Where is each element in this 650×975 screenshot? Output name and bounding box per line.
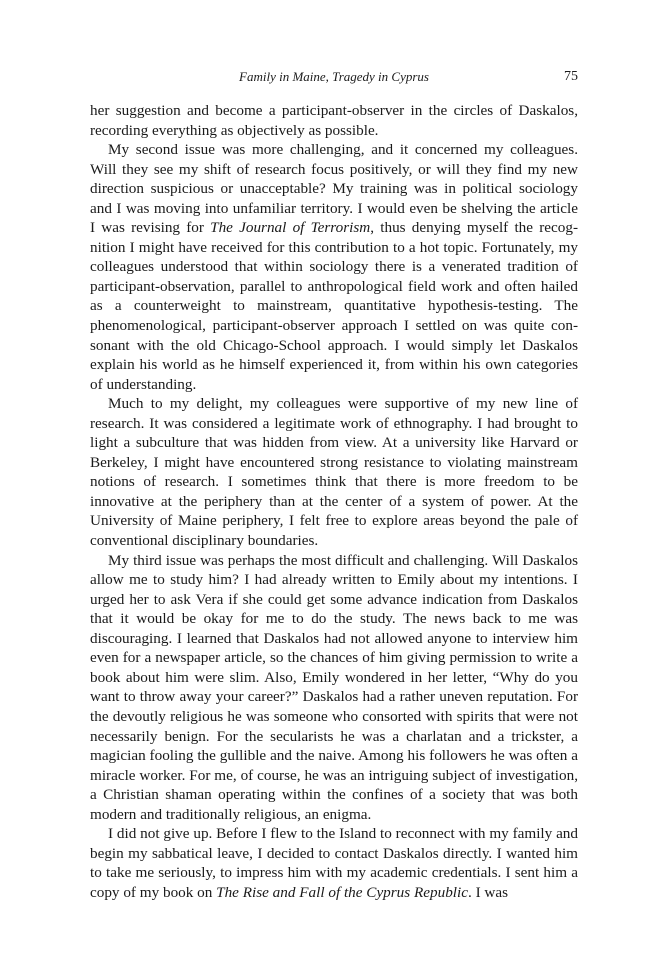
page-number: 75 [564,69,578,84]
paragraph-text: . I was [467,883,509,901]
paragraph-text: Much to my delight, my colleagues were supportive of my new line of research. It was considered a legitimate work of ethnography. I had brought to light a subculture that was hidden from view. At a university like Harvard or Berkeley, I might have encountered strong resistance to violating mainstream notions of research. I sometimes think that there is more freedom to be innovative at the periphery than at the center of a system of power. At the University of Maine periphery, I felt free to explore areas beyond the pale of conventional disciplinary boundaries. [90,395,578,550]
paragraph-text: My third issue was perhaps the most difficult and challenging. Will Daskalos allow me to study him? I had already written to Emily about my intentions. I urged her to ask Vera if she could get some advance indication from Daskalos that it would be okay for me to do the study. The news back to me was discouraging. I learned that Daskalos had not allowed anyone to interview him even for a newspaper article, so the chances of him giving permission to write a book about him were slim. Also, Emily wondered in her letter, “Why do you want to throw away your career?” Daskalos had a rather uneven reputation. For the devoutly religious he was someone who consorted with spirits that were not necessarily benign. For the secularists he was a charlatan and a trickster, a magician fooling the gullible and the naive. Among his followers he was often a miracle worker. For me, of course, he was an intriguing subject of investigation, a Christian shaman operating within the confines of a society that was both modern and traditionally religious, an enigma. [90,551,578,823]
paragraph-text: My second issue was more challenging, and it concerned my colleagues. Will they see my shift of research focus positively, or will they find my new direction suspicious or unacceptable? My training was in political sociology and I was moving into unfamiliar territory. I would even be shelving the article I was revising for [90,141,578,237]
paragraph-1 [90,101,578,140]
paragraph-2 [90,140,578,394]
paragraph-4 [90,551,578,825]
paragraph-text: I did not give up. Before I flew to the Island to reconnect with my family and begin my sabbatical leave, I decided to contact Daskalos directly. I wanted him to take me seriously, to impress him with my academic credentials. I sent him a copy of my book on [90,825,578,901]
journal-title: The Journal of Terrorism [210,219,371,237]
paragraph-text: her suggestion and become a participant-observer in the circles of Daskalos, recording everything as objectively as possible. [90,102,578,139]
body-text [90,101,578,902]
book-title: The Rise and Fall of the Cyprus Republic [216,883,468,901]
paragraph-3 [90,394,578,550]
paragraph-5 [90,824,578,902]
paragraph-text: , thus denying myself the recognition I might have received for this contribution to a hot topic. Fortunately, my colleagues understood that within sociology there is a venerated tradition of participant-observation, parallel to anthropological field work and often hailed as a counterweight to mainstream, quantitative hypothesis-testing. The phenomenological, participant-observer approach I settled on was quite consonant with the old Chicago-School approach. I would simply let Daskalos explain his world as he himself experienced it, from within his own categories of understanding. [90,219,578,393]
running-head [90,68,578,88]
running-title: Family in Maine, Tragedy in Cyprus [239,69,429,84]
